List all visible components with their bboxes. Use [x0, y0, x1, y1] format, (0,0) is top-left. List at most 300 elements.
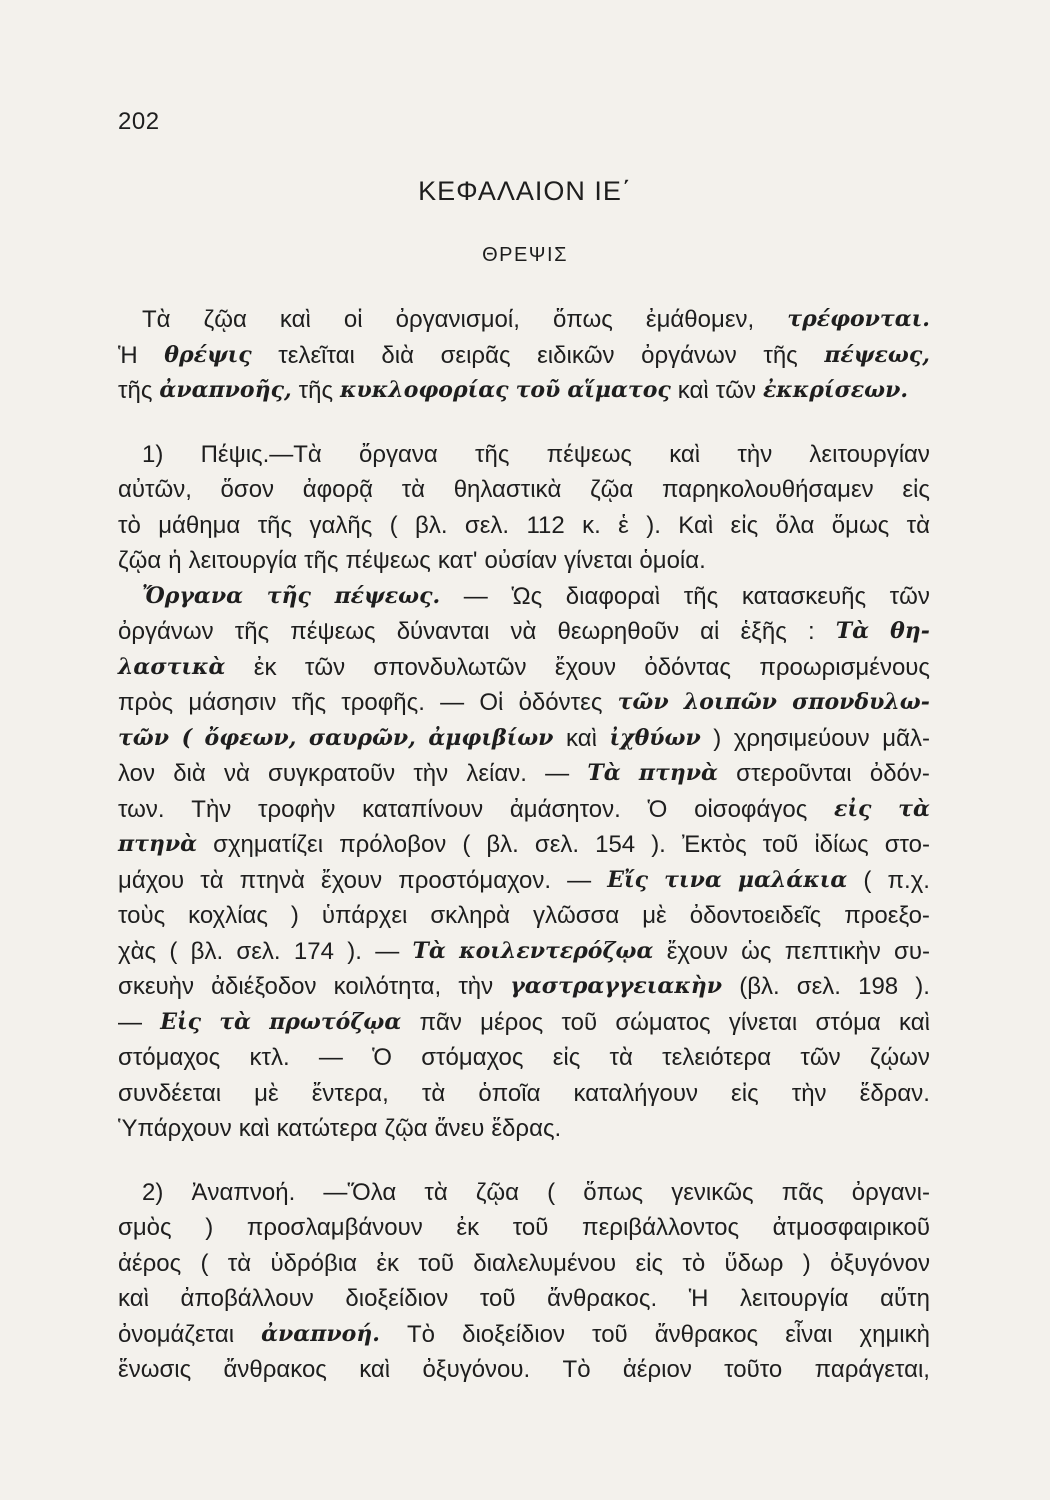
text-line: [118, 1005, 930, 1041]
text-line: [118, 1352, 930, 1388]
text-line: [118, 1040, 930, 1076]
word: στόμα: [815, 1008, 881, 1036]
emphasis-word: Τὰ: [587, 760, 621, 786]
word: Καὶ: [678, 511, 714, 539]
word: συ-: [894, 937, 930, 965]
word: χημικὴ: [859, 1320, 930, 1348]
word: —: [118, 1008, 142, 1036]
word: π.χ.: [887, 866, 930, 894]
word: σκληρὰ: [430, 902, 511, 929]
emphasis-word: (: [181, 724, 192, 751]
word: (: [462, 831, 471, 858]
word: μέρος: [480, 1008, 544, 1036]
word: 1): [142, 440, 164, 468]
word: καὶ: [118, 1285, 149, 1312]
word: ἐμάθομεν,: [645, 306, 755, 333]
word: ): [802, 1249, 811, 1277]
word: ἡ: [168, 547, 182, 574]
emphasis-word: γαστραγγειακὴν: [510, 973, 723, 999]
word: ὁμοία.: [639, 547, 706, 574]
text-line: [118, 338, 930, 374]
word: Τὸ: [562, 1356, 591, 1383]
emphasis-word: τῶν: [118, 724, 170, 751]
word: γενικῶς: [671, 1178, 754, 1206]
word: συνδέεται: [118, 1079, 222, 1107]
word: εἰς: [730, 511, 759, 539]
word: τῆς: [118, 377, 153, 404]
emphasis-word: πρωτόζῳα: [269, 1008, 402, 1035]
word: ).: [651, 831, 666, 858]
word: εἶναι: [785, 1320, 833, 1348]
word: κοχλίας: [188, 902, 268, 929]
word: τὰ: [401, 476, 426, 503]
emphasis-word: τῆς: [266, 582, 311, 609]
word: λον: [118, 760, 155, 787]
word: ἄνθρακος.: [547, 1285, 658, 1312]
paragraph-gap: [118, 1147, 930, 1175]
word: 2): [142, 1178, 164, 1206]
text-line: [118, 614, 930, 650]
word: —: [318, 1044, 343, 1071]
word: τοῦ: [512, 1214, 549, 1241]
text-line: [118, 934, 930, 970]
word: νὰ: [510, 618, 537, 645]
word: ἀέριον: [622, 1356, 692, 1383]
word: τῆς: [475, 440, 510, 468]
word: εἰς: [731, 1079, 759, 1107]
word: καταλήγουν: [573, 1079, 698, 1107]
emphasis-word: ἀμφιβίων: [428, 724, 554, 751]
word: γίνεται: [728, 1008, 798, 1036]
emphasis-word: αἵματος: [567, 377, 671, 403]
word: χρησιμεύουν: [733, 724, 870, 752]
word: πρόλοβον: [339, 831, 447, 858]
word: στόμαχος: [118, 1044, 221, 1071]
text-line: [118, 1246, 930, 1282]
word: Οἱ: [479, 689, 504, 716]
emphasis-word: πέψεως,: [824, 341, 930, 368]
word: μάσησιν: [188, 689, 277, 716]
word: ὕδωρ: [724, 1249, 784, 1277]
word: ἕδραν.: [859, 1079, 930, 1107]
word: εἰς: [902, 476, 930, 503]
emphasis-word: σαυρῶν,: [308, 724, 416, 751]
word: ἀφορᾷ: [302, 476, 374, 503]
text-line: [118, 1076, 930, 1112]
text-line: [118, 685, 930, 721]
word: πᾶν: [419, 1008, 462, 1036]
chapter-title: ΚΕΦΑΛΑΙΟΝ ΙΕ΄: [418, 176, 632, 206]
word: ὀργάνων: [118, 618, 214, 645]
emphasis-word: τινα: [664, 866, 722, 893]
word: τῆς: [304, 547, 339, 574]
text-line: [118, 1175, 930, 1211]
word: τὸ: [682, 1249, 706, 1277]
word: προστόμαχον.: [398, 866, 552, 894]
word: Τὸ: [407, 1320, 436, 1348]
emphasis-word: θη-: [890, 618, 930, 644]
emphasis-word: Εἰς: [160, 1008, 202, 1035]
text-line: [118, 1210, 930, 1246]
word: ἔχουν: [666, 937, 728, 965]
word: ὑδρόβια: [270, 1249, 357, 1277]
word: ζῷα: [118, 547, 162, 574]
word: πέψεως: [290, 618, 376, 645]
word: ἔχουν: [321, 866, 383, 894]
word: λείαν.: [466, 760, 527, 787]
word: καὶ: [899, 1008, 930, 1036]
word: κοιλότητα,: [333, 973, 442, 1000]
paragraph: [118, 302, 930, 409]
word: σελ.: [534, 831, 580, 858]
word: τροφῆς.: [341, 689, 425, 716]
word: τὰ: [424, 1178, 448, 1206]
emphasis-word: τοῦ: [515, 377, 561, 403]
word: παρηκολουθήσαμεν: [661, 476, 874, 503]
word: γίνεται: [564, 547, 633, 574]
word: καὶ: [279, 306, 311, 333]
word: Ἡ: [118, 341, 138, 369]
word: σειρᾶς: [440, 341, 511, 369]
word: ὀργανισμοί,: [395, 306, 520, 333]
word: ἀποβάλλουν: [180, 1285, 314, 1312]
word: λειτουργίαν: [809, 440, 930, 468]
text-line: [118, 756, 930, 792]
emphasis-word: ὄφεων,: [204, 724, 297, 751]
word: ὁποῖα: [478, 1079, 541, 1107]
word: οἱ: [343, 306, 363, 333]
word: ὀξυγόνου.: [422, 1356, 531, 1383]
word: προσλαμβάνουν: [246, 1214, 423, 1241]
word: Ὑπάρχουν: [118, 1115, 232, 1142]
word: ἐκ: [456, 1214, 480, 1241]
word: τῆς: [683, 582, 719, 610]
word: (: [863, 866, 872, 894]
word: στόμαχος: [421, 1044, 524, 1071]
word: σπονδυλωτῶν: [373, 653, 527, 681]
word: λειτουργία: [740, 1285, 849, 1312]
word: ἀέρος: [118, 1249, 182, 1277]
word: —: [567, 866, 592, 894]
word: νὰ: [223, 760, 250, 787]
text-line: [118, 302, 930, 338]
word: κ.: [582, 511, 601, 539]
emphasis-word: Εἴς: [607, 866, 649, 893]
section-title: ΘΡΕΨΙΣ: [482, 244, 568, 266]
text-line: [118, 827, 930, 863]
word: (βλ.: [739, 973, 780, 1000]
word: τοῦ: [418, 1249, 454, 1277]
word: τελειότερα: [662, 1044, 772, 1071]
word: προεξο-: [844, 902, 930, 929]
word: ζῷα: [590, 476, 634, 503]
word: χὰς: [118, 937, 157, 965]
word: οἰσοφάγος: [694, 795, 808, 823]
word: ): [713, 724, 722, 752]
word: :: [807, 618, 815, 645]
word: ἔχουν: [554, 653, 616, 681]
word: ὅλα: [775, 511, 815, 539]
word: ὡς: [741, 937, 772, 965]
word: ἀμάσητον.: [509, 795, 621, 823]
emphasis-word: πέψεως.: [334, 582, 441, 609]
word: τῆς: [298, 377, 334, 404]
word: τὰ: [609, 1044, 633, 1071]
word: ζῴων: [869, 1044, 930, 1071]
word: βλ.: [415, 511, 448, 539]
word: καὶ: [359, 1356, 391, 1383]
emphasis-word: τρέφονται.: [787, 306, 930, 332]
word: τὸ: [118, 511, 141, 539]
word: ): [290, 902, 299, 929]
word: ὀξυγόνον: [830, 1249, 930, 1277]
word: πᾶς: [781, 1178, 824, 1206]
emphasis-word: πτηνὰ: [638, 760, 718, 786]
word: πεπτικὴν: [784, 937, 881, 965]
word: βλ.: [486, 831, 519, 858]
word: σκευὴν: [118, 973, 194, 1000]
paragraph-gap: [118, 409, 930, 437]
word: τὴν: [458, 973, 494, 1000]
emphasis-word: σπονδυλω-: [792, 689, 930, 715]
word: ὅπως: [552, 306, 613, 333]
word: σελ.: [464, 511, 510, 539]
text-line: [118, 969, 930, 1005]
emphasis-word: θρέψις: [164, 341, 252, 368]
word: Πέψις.—Τὰ: [200, 440, 322, 468]
word: ἰδίως: [814, 831, 869, 858]
word: στεροῦνται: [736, 760, 852, 787]
emphasis-word: ἰχθύων: [609, 724, 701, 751]
word: Ὡς: [511, 582, 543, 610]
text-line: [118, 721, 930, 757]
word: ὀδόν-: [869, 760, 930, 787]
word: ειδικῶν: [537, 341, 615, 369]
word: καὶ: [565, 724, 597, 752]
emphasis-word: ἀναπνοή.: [261, 1320, 380, 1347]
word: τελεῖται: [278, 341, 355, 369]
word: κατ': [437, 547, 478, 574]
word: ).: [347, 937, 362, 965]
word: τὴν: [791, 1079, 827, 1107]
word: ὄργανα: [359, 440, 438, 468]
word: καὶ: [669, 440, 701, 468]
word: ἑ: [618, 511, 629, 539]
word: κατώτερα: [276, 1115, 378, 1142]
emphasis-word: ἀναπνοῆς,: [159, 377, 292, 403]
word: πέψεως: [546, 440, 632, 468]
text-line: [118, 508, 930, 544]
word: διαφοραὶ: [565, 582, 661, 610]
word: μὲ: [642, 902, 667, 929]
word: μᾶλ-: [882, 724, 930, 752]
word: σώματος: [615, 1008, 711, 1036]
word: γλῶσσα: [533, 902, 620, 929]
word: ὅπως: [583, 1178, 644, 1206]
word: διοξείδιον: [462, 1320, 565, 1348]
word: Ἀναπνοή.: [191, 1178, 296, 1206]
word: περιβάλλοντος: [582, 1214, 740, 1241]
word: ἕδρας.: [491, 1115, 562, 1142]
word: θεωρηθοῦν: [557, 618, 680, 645]
word: —: [375, 937, 400, 965]
word: των.: [118, 795, 165, 823]
emphasis-word: τὰ: [898, 795, 930, 822]
word: πέψεως: [345, 547, 431, 574]
word: πτηνὰ: [239, 866, 305, 894]
word: ἄνθρακος: [223, 1356, 327, 1383]
emphasis-word: μαλάκια: [737, 866, 848, 893]
emphasis-word: ἐκκρίσεων.: [762, 377, 909, 403]
word: Ἡ: [688, 1285, 709, 1312]
word: τὰ: [227, 1249, 252, 1277]
word: διαλελυμένου: [473, 1249, 617, 1277]
word: μάχου: [118, 866, 185, 894]
word: θηλαστικὰ: [453, 476, 562, 503]
word: ζῷα: [384, 1115, 428, 1142]
word: 112: [526, 511, 565, 539]
word: καταπίνουν: [362, 795, 484, 823]
text-line: [118, 863, 930, 899]
word: βλ.: [190, 937, 224, 965]
word: Ἐκτὸς: [681, 831, 747, 858]
word: τῆς: [257, 511, 293, 539]
word: —: [463, 582, 488, 610]
word: ).: [915, 973, 930, 1000]
word: σχηματίζει: [213, 831, 324, 858]
word: τὰ: [200, 866, 224, 894]
word: ζῷα: [475, 1178, 520, 1206]
word: λειτουργία: [188, 547, 298, 574]
word: τῆς: [763, 341, 798, 369]
word: δύνανται: [396, 618, 490, 645]
word: προωρισμένους: [759, 653, 930, 681]
word: καὶ: [238, 1115, 270, 1142]
word: σελ.: [236, 937, 281, 965]
word: παράγεται,: [814, 1356, 930, 1383]
word: διὰ: [173, 760, 206, 787]
word: ): [205, 1214, 214, 1241]
emphasis-word: κοιλεντερόζῳα: [459, 937, 654, 964]
text-line: [118, 792, 930, 828]
word: τοὺς: [118, 902, 166, 929]
word: στο-: [884, 831, 930, 858]
word: εἰς: [552, 1044, 581, 1071]
word: ὀδοντοειδεῖς: [689, 902, 822, 929]
word: τροφὴν: [258, 795, 336, 823]
word: (: [169, 937, 178, 965]
word: 174: [293, 937, 334, 965]
word: —: [545, 760, 570, 787]
word: Ὁ: [647, 795, 668, 823]
word: σμὸς: [118, 1214, 172, 1241]
word: ἄνευ: [434, 1115, 485, 1142]
word: (: [200, 1249, 209, 1277]
word: (: [547, 1178, 556, 1206]
word: ὀνομάζεται: [118, 1320, 235, 1348]
word: Ὁ: [372, 1044, 392, 1071]
word: ).: [646, 511, 661, 539]
text-line: [118, 373, 930, 409]
word: ὀδόντας: [644, 653, 731, 681]
word: εἰς: [635, 1249, 664, 1277]
body-text: [118, 302, 930, 1388]
word: σελ.: [796, 973, 841, 1000]
word: —Ὅλα: [323, 1178, 397, 1206]
word: ἔντερα,: [311, 1079, 389, 1107]
word: ὀδόντες: [518, 689, 603, 716]
word: τοῦ: [762, 831, 799, 858]
word: κατασκευῆς: [741, 582, 867, 610]
text-line: [118, 1281, 930, 1317]
word: συγκρατοῦν: [268, 760, 396, 787]
word: κτλ.: [249, 1044, 290, 1071]
word: ἀτμοσφαιρικοῦ: [772, 1214, 930, 1241]
word: αἱ: [700, 618, 720, 645]
word: —: [440, 689, 465, 716]
word: τῶν: [889, 582, 930, 610]
page-number: 202: [118, 108, 160, 135]
word: ἄνθρακος: [654, 1320, 759, 1348]
emphasis-word: κυκλοφορίας: [340, 377, 509, 403]
text-line: [118, 898, 930, 934]
word: ἐκ: [253, 653, 277, 681]
emphasis-word: Τὰ: [412, 937, 446, 964]
text-line: [118, 1317, 930, 1353]
text-line: [118, 579, 930, 615]
word: τοῦτο: [724, 1356, 783, 1383]
word: τῆς: [234, 618, 270, 645]
emphasis-word: εἰς: [834, 795, 872, 822]
word: τὴν: [737, 440, 773, 468]
emphasis-word: τῶν: [617, 689, 669, 715]
word: οὐσίαν: [484, 547, 558, 574]
word: (: [389, 511, 398, 539]
word: τὰ: [906, 511, 930, 539]
word: τὰ: [421, 1079, 446, 1107]
emphasis-word: τὰ: [219, 1008, 251, 1035]
word: πρὸς: [118, 689, 174, 716]
word: ὀργανι-: [851, 1178, 930, 1206]
text-line: [118, 1111, 930, 1147]
word: διὰ: [381, 341, 414, 369]
paragraph: [118, 437, 930, 1147]
word: μὲ: [254, 1079, 279, 1107]
word: ὅσον: [220, 476, 275, 503]
word: τὴν: [413, 760, 449, 787]
word: γαλῆς: [309, 511, 373, 539]
word: τῶν: [304, 653, 346, 681]
word: αὐτῶν,: [118, 476, 192, 503]
word: τῆς: [291, 689, 327, 716]
word: ὅμως: [831, 511, 890, 539]
word: αὕτη: [880, 1285, 930, 1312]
word: τῶν: [800, 1044, 841, 1071]
word: 198: [858, 973, 899, 1000]
word: ἀδιέξοδον: [211, 973, 317, 1000]
emphasis-word: λαστικὰ: [118, 653, 226, 680]
word: ἐκ: [376, 1249, 400, 1277]
word: 154: [595, 831, 636, 858]
emphasis-word: Ὄργανα: [142, 582, 244, 609]
word: διοξείδιον: [345, 1285, 449, 1312]
word: ζῷα: [203, 306, 247, 333]
emphasis-word: λοιπῶν: [683, 689, 777, 715]
word: ὑπάρχει: [321, 902, 408, 929]
word: τοῦ: [479, 1285, 516, 1312]
word: Τὰ: [142, 306, 171, 333]
word: ὀργάνων: [641, 341, 737, 369]
